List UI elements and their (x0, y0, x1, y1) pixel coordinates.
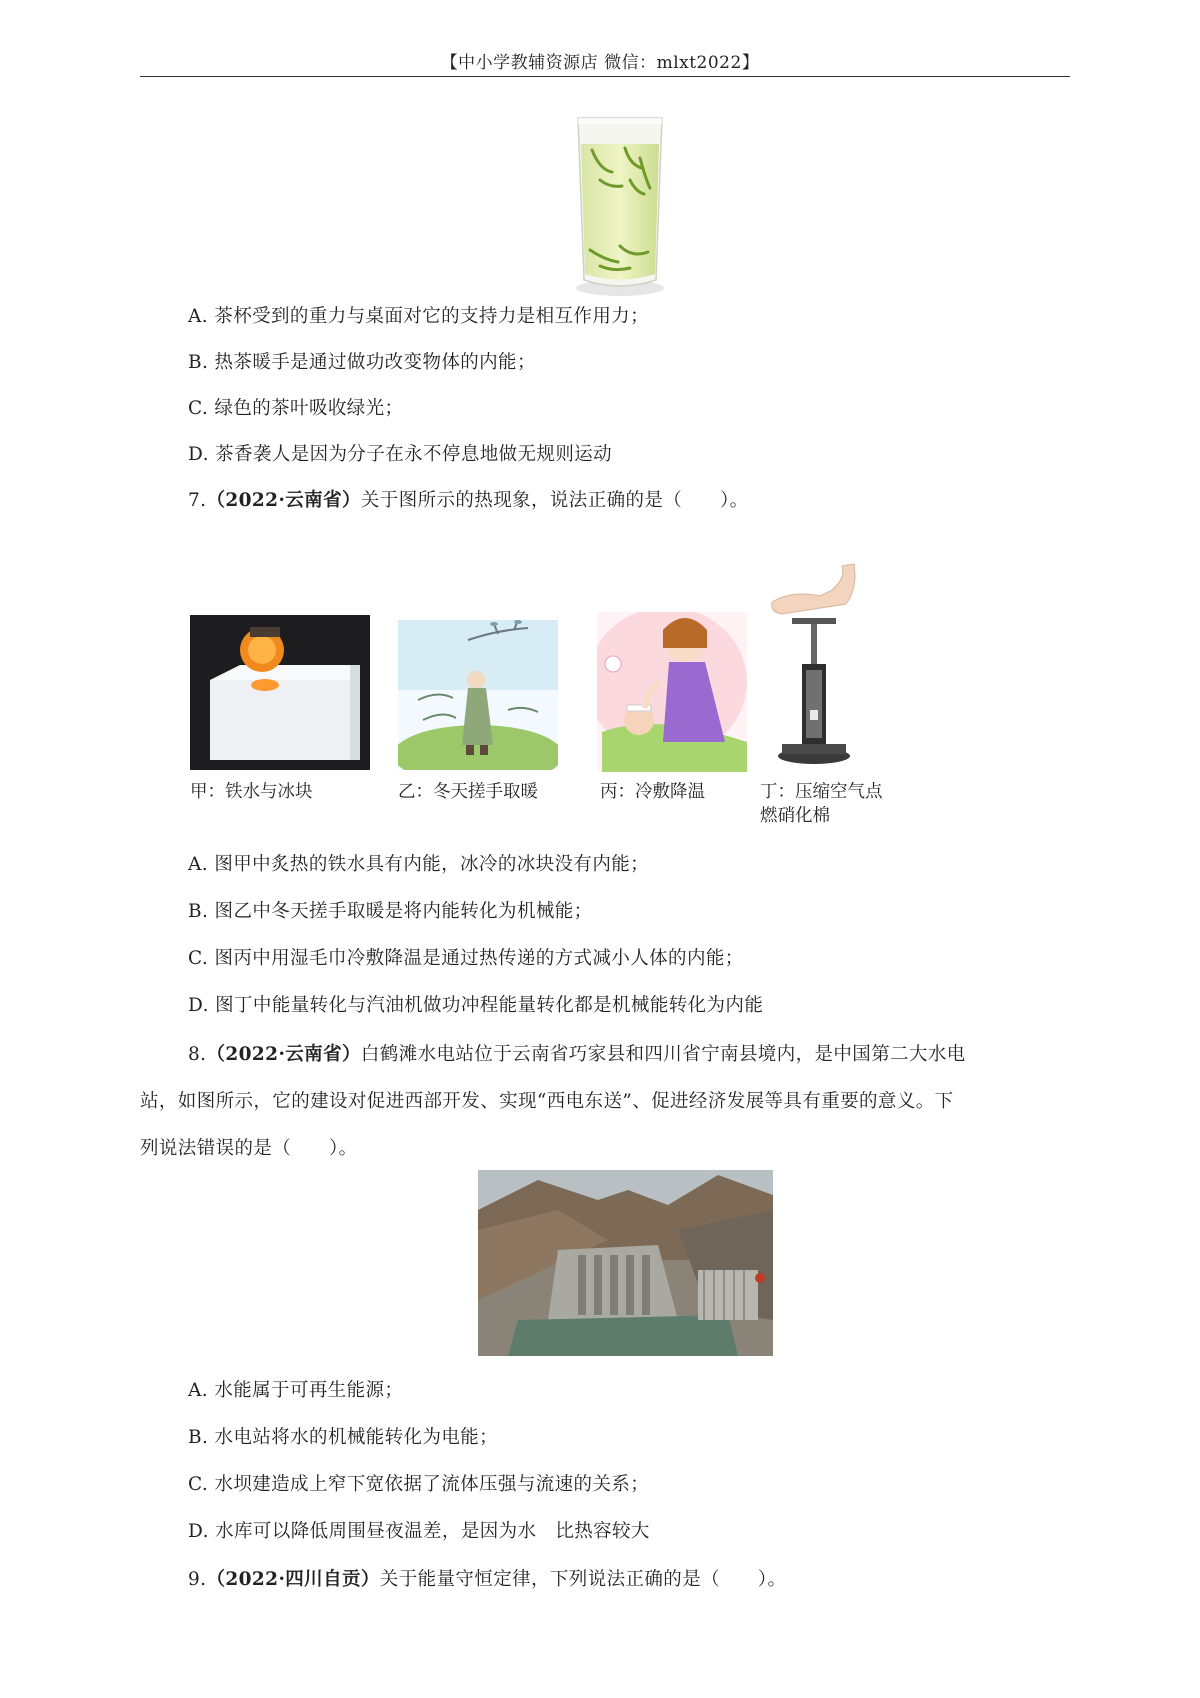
q7-source: （2022·云南省） (206, 490, 361, 511)
q8-option-a: A. 水能属于可再生能源； (188, 1380, 404, 1401)
q6-option-d: D. 茶香袭人是因为分子在永不停息地做无规则运动 (188, 444, 613, 465)
caption-ding-line1: 丁：压缩空气点 (760, 782, 883, 802)
q7-text: 关于图所示的热现象，说法正确的是（ ）。 (360, 490, 749, 511)
q8-text-1: 白鹤滩水电站位于云南省巧家县和四川省宁南县境内，是中国第二大水电 (360, 1044, 966, 1065)
q8-stem-line1 (188, 1040, 966, 1066)
q6-option-b: B. 热茶暖手是通过做功改变物体的内能； (188, 352, 536, 373)
caption-ding-line2: 燃硝化棉 (760, 806, 830, 826)
caption-bing: 丙：冷敷降温 (600, 782, 705, 802)
figure-yi-rubbing-hands (398, 620, 558, 770)
q7-option-b: B. 图乙中冬天搓手取暖是将内能转化为机械能； (188, 901, 593, 922)
q9-source: （2022·四川自贡） (206, 1569, 380, 1590)
q8-option-c: C. 水坝建造成上窄下宽依据了流体压强与流速的关系； (188, 1474, 650, 1495)
q6-option-a: A. 茶杯受到的重力与桌面对它的支持力是相互作用力； (188, 306, 650, 327)
q8-option-d: D. 水库可以降低周围昼夜温差，是因为水 比热容较大 (188, 1521, 650, 1542)
dam-image (478, 1170, 773, 1356)
q7-option-a: A. 图甲中炙热的铁水具有内能，冰冷的冰块没有内能； (188, 854, 650, 875)
header-divider (140, 76, 1070, 77)
figure-ding-air-compression (762, 560, 882, 772)
q8-option-b: B. 水电站将水的机械能转化为电能； (188, 1427, 499, 1448)
q7-option-d: D. 图丁中能量转化与汽油机做功冲程能量转化都是机械能转化为内能 (188, 995, 764, 1016)
caption-yi: 乙：冬天搓手取暖 (398, 782, 538, 802)
q6-option-c: C. 绿色的茶叶吸收绿光； (188, 398, 404, 419)
q9-stem (188, 1565, 786, 1591)
tea-glass-image (570, 110, 670, 300)
q9-number: 9. (188, 1569, 207, 1590)
q7-stem (188, 486, 749, 512)
figure-bing-cold-compress (597, 612, 747, 772)
q8-number: 8. (188, 1044, 207, 1065)
q8-stem-line3: 列说法错误的是（ ）。 (140, 1138, 358, 1159)
q8-source: （2022·云南省） (206, 1044, 361, 1065)
figure-jia-iron-ice (190, 615, 370, 770)
caption-jia: 甲：铁水与冰块 (190, 782, 313, 802)
q7-number: 7. (188, 490, 207, 511)
q8-stem-line2: 站，如图所示，它的建设对促进西部开发、实现“西电东送”、促进经济发展等具有重要的意义。下 (140, 1091, 954, 1112)
q7-option-c: C. 图丙中用湿毛巾冷敷降温是通过热传递的方式减小人体的内能； (188, 948, 744, 969)
q9-text: 关于能量守恒定律，下列说法正确的是（ ）。 (379, 1569, 787, 1590)
page-header: 【中小学教辅资源店 微信：mlxt2022】 (440, 53, 760, 73)
